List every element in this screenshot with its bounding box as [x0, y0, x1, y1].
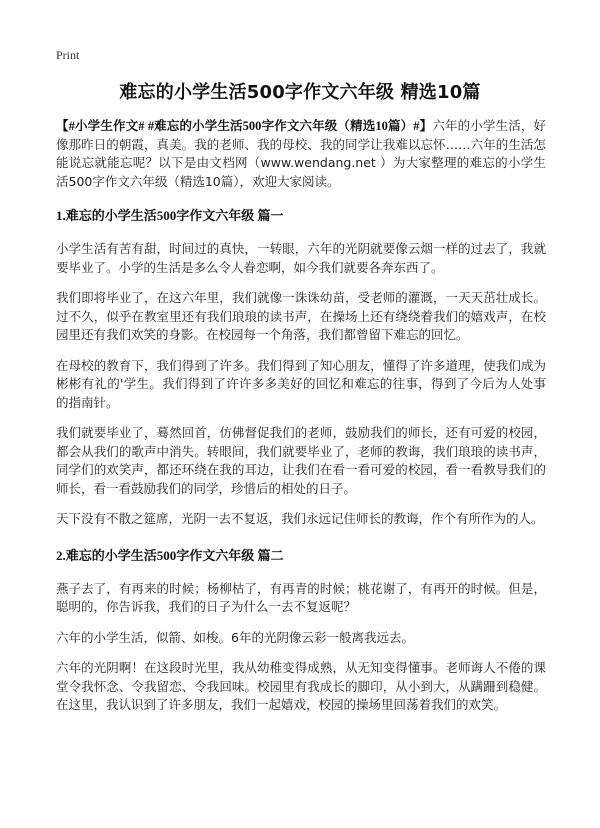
- paragraph: 燕子去了，有再来的时候；杨柳枯了，有再青的时候；桃花谢了，有再开的时候。但是，聪明的，你告诉我，我们的日子为什么一去不复返呢？: [56, 580, 546, 614]
- intro-tag: 【#小学生作文# #难忘的小学生活500字作文六年级（精选10篇）#】: [56, 119, 433, 133]
- intro-paragraph: [56, 117, 546, 191]
- paragraph: 我们就要毕业了，蓦然回首，仿佛督促我们的老师，鼓励我们的师长，还有可爱的校园，都会从我们的歌声中消失。转眼间，我们就要毕业了，老师的教诲，我们琅琅的读书声，同学们的欢笑声，都还环绕在我的耳边，让我们在看一看可爱的校园，看一看教导我们的师长，看一看鼓励我们的同学，珍惜后的相处的日子。: [56, 425, 546, 496]
- paragraph: 在母校的教育下，我们得到了许多。我们得到了知心朋友，懂得了许多道理，使我们成为彬彬有礼的'学生。我们得到了许许多多美好的回忆和难忘的往事，得到了今后为人处事的指南针。: [56, 357, 546, 410]
- paragraph: 六年的光阴啊！在这段时光里，我从幼稚变得成熟，从无知变得懂事。老师诲人不倦的课堂令我怀念、令我留恋、令我回味。校园里有我成长的脚印，从小到大，从蹒跚到稳健。在这里，我认识到了许多朋友，我们一起嬉戏，校园的操场里回荡着我们的欢笑。: [56, 660, 546, 712]
- section-1: [56, 207, 546, 529]
- section-2: [56, 547, 546, 715]
- print-link[interactable]: Print: [56, 48, 80, 62]
- paragraph: 六年的小学生活，似箭、如梭。6年的光阴像云彩一般离我远去。: [56, 629, 414, 645]
- section-title: 1.难忘的小学生活500字作文六年级 篇一: [56, 208, 284, 223]
- paragraph: 小学生活有苦有甜，时间过的真快，一转眼，六年的光阴就要像云烟一样的过去了，我就要毕业了。小学的生活是多么令人眷恋啊，如今我们就要各奔东西了。: [56, 241, 546, 275]
- paragraph: 天下没有不散之筵席，光阴一去不复返，我们永远记住师长的教诲，作个有所作为的人。: [56, 511, 544, 526]
- page-title: 难忘的小学生活500字作文六年级 精选10篇: [119, 82, 481, 103]
- intro-text: 六年的小学生活，好像那昨日的朝霞，真美。我的老师、我的母校、我的同学让我难以忘怀……六年的生活怎能说忘就能忘呢？以下是由文档网（www.wendang.net ）为大家整理的难忘的小学生活500字作文六年级（精选10篇），欢迎大家阅读。: [56, 118, 546, 189]
- section-title: 2.难忘的小学生活500字作文六年级 篇二: [56, 547, 284, 563]
- article-body: [56, 117, 546, 727]
- paragraph: 我们即将毕业了，在这六年里，我们就像一诛诛幼苗，受老师的灌溉，一天天茁壮成长。过不久，似乎在教室里还有我们琅琅的读书声，在操场上还有绕绕着我们的嬉戏声，在校园里还有我们欢笑的身影。在校园每一个角落，我们都曾留下难忘的回忆。: [56, 290, 546, 342]
